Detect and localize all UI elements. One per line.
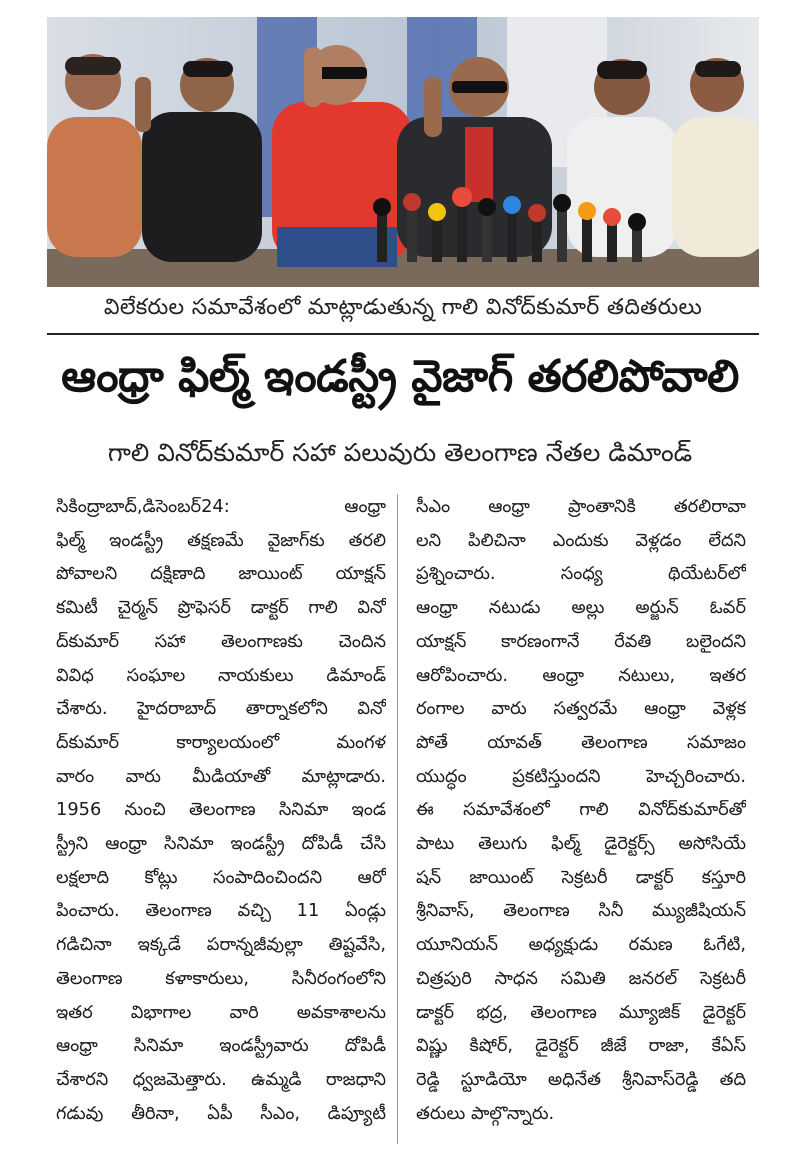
article-line: కమిటీ చైర్మన్ ప్రొఫెసర్ డాక్టర్ గాలి వినో [56, 597, 386, 619]
press-meet-photo [47, 17, 759, 287]
article-line: ఆంధ్రా నటుడు అల్లు అర్జున్ ఓవర్ [416, 597, 746, 619]
article-line: చిత్రపురి సాధన సమితి జనరల్ సెక్రటరీ [416, 967, 746, 989]
article-column-right [416, 490, 746, 1150]
article-line: చేశారని ధ్వజమెత్తారు. ఉమ్మడి రాజధాని [56, 1068, 386, 1090]
article-line: పించారు. తెలంగాణ వచ్చి 11 ఏండ్లు [56, 900, 386, 922]
article-line: ఆంధ్రా సినిమా ఇండస్ట్రీవారు దోపిడీ [56, 1035, 386, 1057]
headline: ఆంధ్రా ఫిల్మ్ ఇండస్ట్రీ వైజాగ్ తరలిపోవాలి [61, 351, 739, 402]
article-line: సికింద్రాబాద్,డిసెంబర్24: ఆంధ్రా [56, 496, 386, 517]
article-line: తెలంగాణ కళాకారులు, సినీరంగంలోని [56, 967, 386, 989]
article-line: గడువు తీరినా, ఏపీ సీఎం, డిప్యూటీ [56, 1102, 386, 1124]
article-line: యూనియన్ అధ్యక్షుడు రమణ ఓగేటి, [416, 934, 746, 956]
article-line: యాక్షన్ కారణంగానే రేవతి బలైందని [416, 630, 746, 652]
article-line: పోవాలని దక్షిణాది జాయింట్ యాక్షన్ [56, 563, 386, 585]
article-line: పాటు తెలుగు ఫిల్మ్ డైరెక్టర్స్ అసోసియే [416, 833, 746, 855]
article-line: చేశారు. హైదరాబాద్ తార్నాకలోని వినో [56, 698, 386, 720]
article-line: షన్ జాయింట్ సెక్రటరీ డాక్టర్ కస్తూరి [416, 866, 746, 888]
article-line: ఈ సమావేశంలో గాలి వినోద్‌కుమార్‌తో [416, 799, 746, 821]
article-line: లక్షలాది కోట్లు సంపాదించిందని ఆరో [56, 866, 386, 888]
article-line: ఫిల్మ్ ఇండస్ట్రీ తక్షణమే వైజాగ్‌కు తరలి [56, 529, 386, 551]
article-line: ద్‌కుమార్ కార్యాలయంలో మంగళ [56, 731, 386, 753]
article-line: ఇతర విభాగాల వారి అవకాశాలను [56, 1001, 386, 1023]
article-line: ఆరోపించారు. ఆంధ్రా నటులు, ఇతర [416, 664, 746, 686]
subheadline: గాలి వినోద్‌కుమార్ సహా పలువురు తెలంగాణ నేతల డిమాండ్ [107, 438, 693, 467]
article-line: యుద్ధం ప్రకటిస్తుందని హెచ్చరించారు. [416, 765, 746, 787]
article-line: ద్‌కుమార్ సహా తెలంగాణకు చెందిన [56, 630, 386, 652]
article-line: 1956 నుంచి తెలంగాణ సినిమా ఇండ [56, 799, 386, 821]
article-line: విష్ణు కిషోర్, డైరెక్టర్ జీజే రాజా, కేఏస్ [416, 1035, 746, 1057]
article-line: ప్రశ్నించారు. సంధ్య థియేటర్‌లో [416, 563, 746, 585]
article-line: సీఎం ఆంధ్రా ప్రాంతానికి తరలిరావా [416, 496, 746, 517]
article-line: డాక్టర్ భద్ర, తెలంగాణ మ్యూజిక్ డైరెక్టర్ [416, 1001, 746, 1023]
article-line: వారం వారు మీడియాతో మాట్లాడారు. [56, 765, 386, 787]
column-divider [397, 494, 398, 1144]
article-line: వివిధ సంఘాల నాయకులు డిమాండ్ [56, 664, 386, 686]
article-line: గడిచినా ఇక్కడే పరాన్నజీవుల్లా తిష్టవేసి, [56, 934, 386, 956]
article-line: రంగాల వారు సత్వరమే ఆంధ్రా వెళ్లక [416, 698, 746, 720]
article-line: రెడ్డి స్టూడియో అధినేత శ్రీనివాస్‌రెడ్డి తది [416, 1068, 746, 1090]
photo-caption: విలేకరుల సమావేశంలో మాట్లాడుతున్న గాలి వినోద్‌కుమార్ తదితరులు [47, 287, 759, 335]
article-line: స్ట్రీని ఆంధ్రా సినిమా ఇండస్ట్రీ దోపిడీ చేసి [56, 833, 386, 855]
article-line: పోతే యావత్ తెలంగాణ సమాజం [416, 731, 746, 753]
article-line: లని పిలిచినా ఎందుకు వెళ్లడం లేదని [416, 529, 746, 551]
article-line: తరులు పాల్గొన్నారు. [416, 1102, 555, 1124]
article-column-left [56, 490, 386, 1150]
article-line: శ్రీనివాస్, తెలంగాణ సినీ మ్యుజీషియన్ [416, 900, 746, 922]
